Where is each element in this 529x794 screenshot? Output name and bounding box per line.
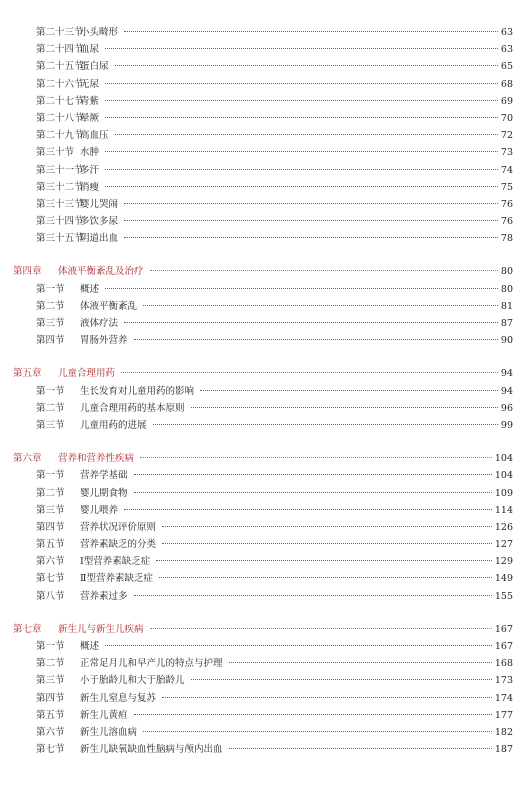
toc-section-row[interactable] — [0, 553, 529, 570]
section-title: 血尿 — [80, 44, 100, 56]
dot-leader — [140, 457, 492, 458]
dot-leader — [191, 679, 492, 680]
dot-leader — [229, 662, 492, 663]
toc-section-row[interactable] — [0, 298, 529, 315]
page-number: 149 — [494, 573, 513, 585]
page-number: 114 — [494, 504, 513, 516]
page-number: 76 — [500, 216, 513, 228]
toc-section-row[interactable] — [0, 707, 529, 724]
toc-section-row[interactable] — [0, 690, 529, 707]
toc-section-row[interactable] — [0, 672, 529, 689]
toc-section-row[interactable] — [0, 281, 529, 298]
dot-leader — [124, 31, 498, 32]
page-number: 69 — [500, 95, 513, 107]
toc-section-row[interactable] — [0, 110, 529, 127]
section-title: 生长发育对儿童用药的影响 — [80, 385, 195, 397]
page-number: 90 — [500, 335, 513, 347]
section-number: 第二节 — [36, 487, 65, 499]
page-number: 126 — [494, 521, 513, 533]
page-number: 94 — [500, 368, 513, 380]
section-number: 第二十七节 — [36, 95, 84, 107]
section-number: 第二节 — [36, 658, 65, 670]
section-title: Ⅰ型营养素缺乏症 — [80, 556, 151, 568]
chapter-title: 儿童合理用药 — [58, 368, 116, 380]
toc-section-row[interactable] — [0, 724, 529, 741]
toc-section-row[interactable] — [0, 417, 529, 434]
toc-section-row[interactable] — [0, 144, 529, 161]
chapter-title: 体液平衡紊乱及治疗 — [58, 266, 144, 278]
toc-section-row[interactable] — [0, 383, 529, 400]
section-number: 第二十四节 — [36, 44, 84, 56]
section-title: 晕厥 — [80, 112, 100, 124]
dot-leader — [162, 543, 492, 544]
section-title: 婴儿哭闹 — [80, 198, 119, 210]
section-number: 第五节 — [36, 539, 65, 551]
dot-leader — [115, 65, 498, 66]
dot-leader — [143, 305, 498, 306]
section-title: 婴儿喂养 — [80, 504, 119, 516]
toc-section-row[interactable] — [0, 485, 529, 502]
page-number: 174 — [494, 692, 513, 704]
section-title: 青紫 — [80, 95, 100, 107]
dot-leader — [156, 560, 492, 561]
dot-leader — [134, 595, 492, 596]
dot-leader — [105, 645, 492, 646]
section-number: 第三十二节 — [36, 181, 84, 193]
dot-leader — [162, 526, 492, 527]
chapter-number: 第四章 — [13, 266, 42, 278]
page-number: 63 — [500, 44, 513, 56]
dot-leader — [124, 203, 498, 204]
page-number: 173 — [494, 675, 513, 687]
section-number: 第三节 — [36, 318, 65, 329]
page-number: 94 — [500, 385, 513, 397]
section-title: 液体疗法 — [80, 318, 119, 329]
section-number: 第一节 — [36, 470, 65, 482]
page-number: 104 — [494, 453, 513, 465]
page-number: 96 — [500, 402, 513, 414]
page-number: 87 — [500, 318, 513, 329]
section-number: 第一节 — [36, 283, 65, 295]
page-number: 129 — [494, 556, 513, 568]
page-number: 70 — [500, 112, 513, 124]
chapter-title: 营养和营养性疾病 — [58, 453, 135, 465]
section-title: 胃肠外营养 — [80, 335, 128, 347]
dot-leader — [229, 748, 492, 749]
section-number: 第三节 — [36, 504, 65, 516]
page-number: 75 — [500, 181, 513, 193]
dot-leader — [150, 270, 498, 271]
section-title: 营养素过多 — [80, 590, 128, 602]
section-title: 正常足月儿和早产儿的特点与护理 — [80, 658, 223, 670]
dot-leader — [105, 100, 498, 101]
section-number: 第三节 — [36, 675, 65, 687]
page-number: 80 — [500, 266, 513, 278]
section-title: 小头畸形 — [80, 27, 119, 38]
section-number: 第六节 — [36, 556, 65, 568]
section-title: 水肿 — [80, 147, 100, 159]
page-number: 155 — [494, 590, 513, 602]
toc-section-row[interactable] — [0, 213, 529, 230]
section-title: 婴儿期食物 — [80, 487, 128, 499]
section-title: 消瘦 — [80, 181, 100, 193]
dot-leader — [150, 628, 492, 629]
dot-leader — [200, 390, 498, 391]
toc-section-row[interactable] — [0, 519, 529, 536]
page-number: 65 — [500, 61, 513, 73]
section-number: 第七节 — [36, 573, 65, 585]
section-number: 第七节 — [36, 744, 65, 756]
dot-leader — [115, 134, 498, 135]
section-number: 第五节 — [36, 709, 65, 721]
page-number: 76 — [500, 198, 513, 210]
section-title: 蛋白尿 — [80, 61, 109, 73]
toc-section-row[interactable] — [0, 93, 529, 110]
section-number: 第八节 — [36, 590, 65, 602]
dot-leader — [105, 48, 498, 49]
toc-section-row[interactable] — [0, 127, 529, 144]
toc-section-row[interactable] — [0, 741, 529, 758]
page-number: 167 — [494, 623, 513, 635]
section-number: 第四节 — [36, 692, 65, 704]
dot-leader — [124, 237, 498, 238]
section-number: 第一节 — [36, 641, 65, 652]
page-number: 177 — [494, 709, 513, 721]
page-number: 99 — [500, 419, 513, 431]
chapter-number: 第七章 — [13, 623, 42, 635]
page-number: 80 — [500, 283, 513, 295]
dot-leader — [191, 407, 498, 408]
section-title: 营养素缺乏的分类 — [80, 539, 157, 551]
toc-chapter-row[interactable] — [0, 621, 529, 638]
dot-leader — [105, 288, 498, 289]
toc-section-row[interactable] — [0, 24, 529, 41]
section-title: 多饮多尿 — [80, 216, 119, 228]
toc-section-row[interactable] — [0, 467, 529, 484]
dot-leader — [124, 220, 498, 221]
toc-section-row[interactable] — [0, 230, 529, 247]
section-number: 第三十三节 — [36, 198, 84, 210]
section-title: 新生儿窒息与复苏 — [80, 692, 157, 704]
toc-section-row[interactable] — [0, 588, 529, 605]
page-number: 72 — [500, 130, 513, 142]
dot-leader — [105, 169, 498, 170]
section-number: 第二节 — [36, 402, 65, 414]
page-number: 68 — [500, 78, 513, 90]
section-title: Ⅱ型营养素缺乏症 — [80, 573, 153, 585]
dot-leader — [143, 731, 492, 732]
dot-leader — [162, 697, 492, 698]
section-title: 体液平衡紊乱 — [80, 300, 138, 312]
dot-leader — [124, 509, 492, 510]
toc-section-row[interactable] — [0, 41, 529, 58]
section-title: 概述 — [80, 641, 100, 652]
section-number: 第二十六节 — [36, 78, 84, 90]
page-number: 104 — [494, 470, 513, 482]
dot-leader — [134, 714, 492, 715]
section-number: 第二十九节 — [36, 130, 84, 142]
page-number: 73 — [500, 147, 513, 159]
table-of-contents — [0, 24, 529, 758]
page-number: 81 — [500, 300, 513, 312]
section-number: 第二十八节 — [36, 112, 84, 124]
dot-leader — [105, 151, 498, 152]
section-number: 第一节 — [36, 385, 65, 397]
toc-section-row[interactable] — [0, 332, 529, 349]
section-title: 新生儿黄疸 — [80, 709, 128, 721]
toc-section-row[interactable] — [0, 58, 529, 75]
section-number: 第二十三节 — [36, 27, 84, 38]
section-title: 多汗 — [80, 164, 100, 176]
section-title: 小于胎龄儿和大于胎龄儿 — [80, 675, 185, 687]
toc-section-row[interactable] — [0, 315, 529, 332]
section-title: 概述 — [80, 283, 100, 295]
section-number: 第三节 — [36, 419, 65, 431]
section-number: 第三十一节 — [36, 164, 84, 176]
page-number: 127 — [494, 539, 513, 551]
section-title: 新生儿溶血病 — [80, 726, 138, 738]
toc-section-row[interactable] — [0, 536, 529, 553]
section-title: 新生儿缺氧缺血性脑病与颅内出血 — [80, 744, 223, 756]
toc-section-row[interactable] — [0, 196, 529, 213]
dot-leader — [134, 492, 492, 493]
section-number: 第三十五节 — [36, 233, 84, 245]
toc-section-row[interactable] — [0, 400, 529, 417]
page-number: 168 — [494, 658, 513, 670]
toc-chapter-row[interactable] — [0, 263, 529, 280]
toc-section-row[interactable] — [0, 570, 529, 587]
chapter-number: 第五章 — [13, 368, 42, 380]
section-title: 营养学基础 — [80, 470, 128, 482]
toc-chapter-row[interactable] — [0, 365, 529, 382]
dot-leader — [134, 474, 492, 475]
section-number: 第四节 — [36, 335, 65, 347]
chapter-title: 新生儿与新生儿疾病 — [58, 623, 144, 635]
section-title: 无尿 — [80, 78, 100, 90]
dot-leader — [124, 322, 498, 323]
dot-leader — [121, 372, 498, 373]
dot-leader — [134, 339, 498, 340]
dot-leader — [153, 424, 498, 425]
page-number: 63 — [500, 27, 513, 38]
dot-leader — [105, 186, 498, 187]
toc-section-row[interactable] — [0, 76, 529, 93]
dot-leader — [105, 83, 498, 84]
section-title: 阴道出血 — [80, 233, 119, 245]
page-number: 167 — [494, 641, 513, 652]
page-number: 74 — [500, 164, 513, 176]
section-number: 第三十节 — [36, 147, 75, 159]
section-title: 儿童用药的进展 — [80, 419, 147, 431]
section-number: 第六节 — [36, 726, 65, 738]
toc-chapter-row[interactable] — [0, 450, 529, 467]
dot-leader — [159, 577, 492, 578]
page-number: 78 — [500, 233, 513, 245]
section-number: 第三十四节 — [36, 216, 84, 228]
page-number: 187 — [494, 744, 513, 756]
chapter-number: 第六章 — [13, 453, 42, 465]
toc-section-row[interactable] — [0, 162, 529, 179]
toc-section-row[interactable] — [0, 502, 529, 519]
section-title: 高血压 — [80, 130, 109, 142]
toc-section-row[interactable] — [0, 638, 529, 655]
section-title: 儿童合理用药的基本原则 — [80, 402, 185, 414]
page-number: 182 — [494, 726, 513, 738]
section-title: 营养状况评价原则 — [80, 521, 157, 533]
section-number: 第四节 — [36, 521, 65, 533]
page-number: 109 — [494, 487, 513, 499]
toc-section-row[interactable] — [0, 179, 529, 196]
dot-leader — [105, 117, 498, 118]
section-number: 第二十五节 — [36, 61, 84, 73]
section-number: 第二节 — [36, 300, 65, 312]
toc-section-row[interactable] — [0, 655, 529, 672]
